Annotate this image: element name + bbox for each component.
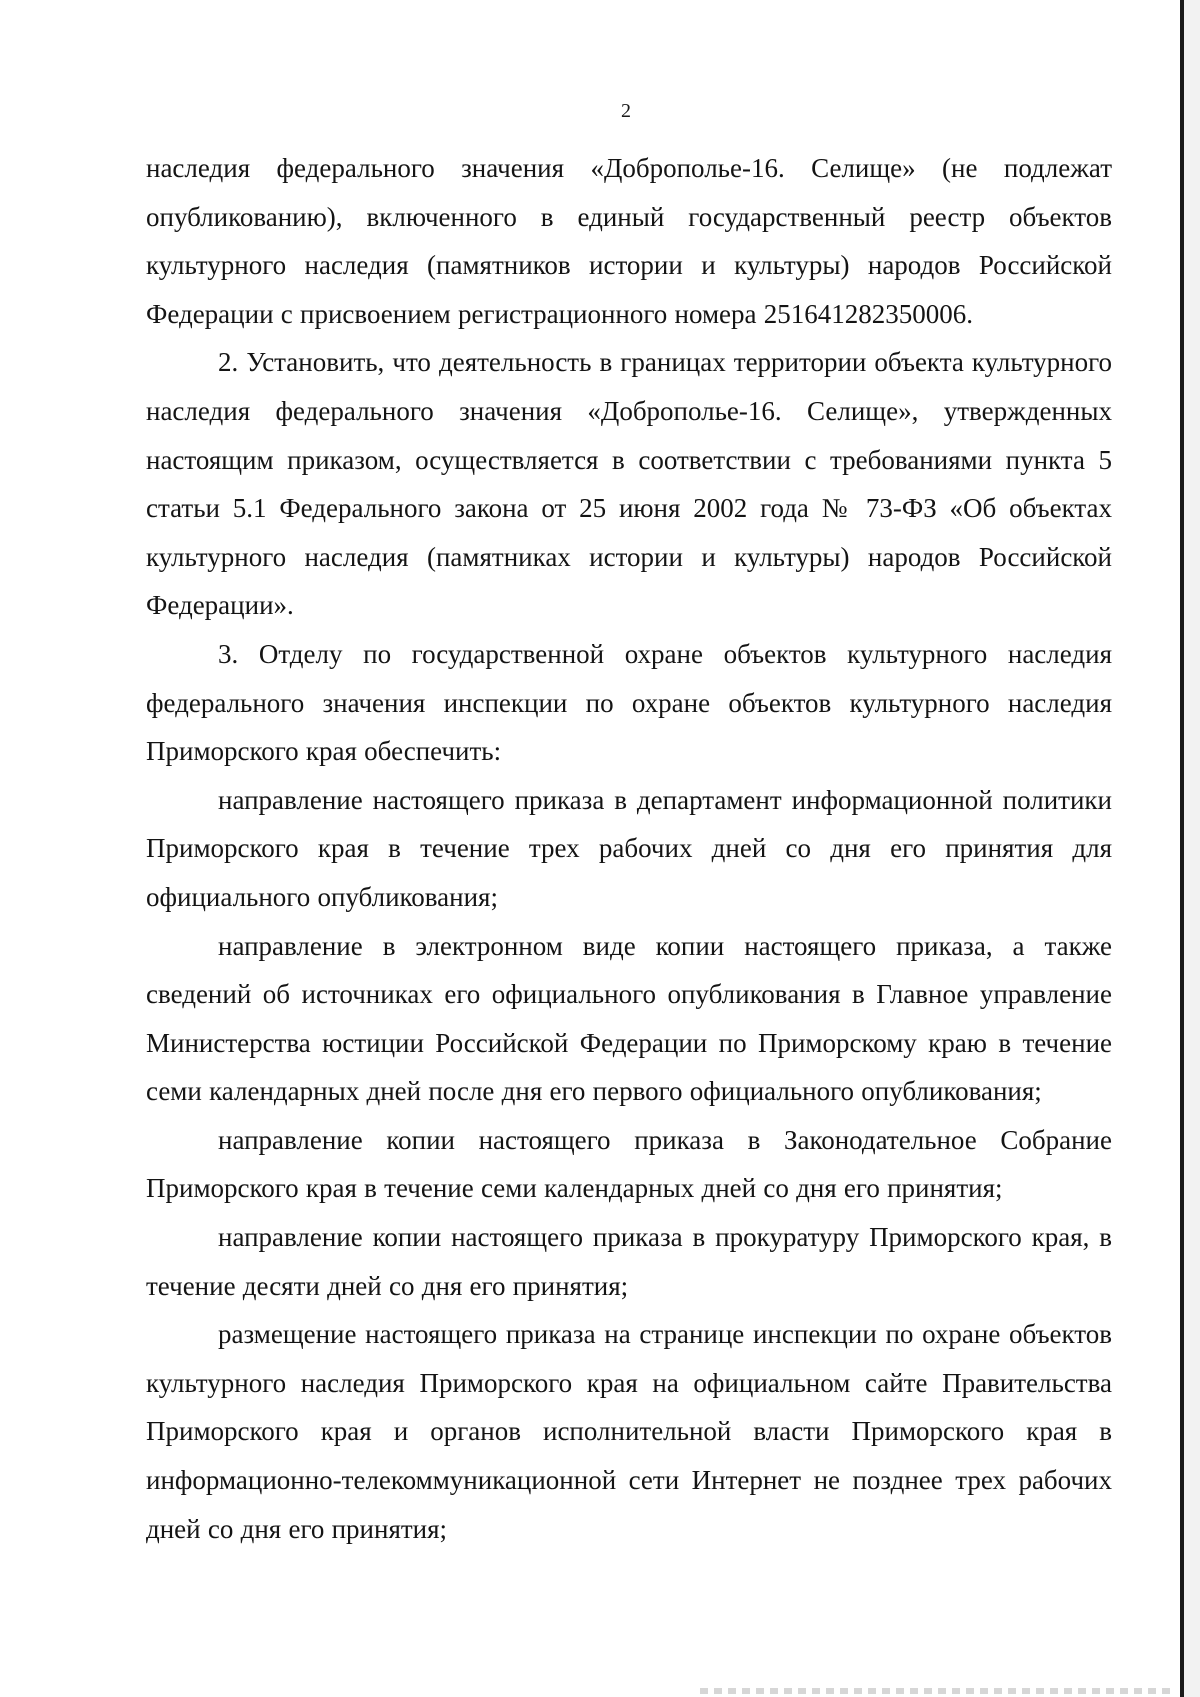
duty-send-to-prosecutor: направление копии настоящего приказа в прокуратуру Приморского края, в течение десяти дней со дня его принятия; (146, 1222, 1112, 1301)
paragraph-3-department-duties: 3. Отделу по государственной охране объектов культурного наследия федерального значения инспекции по охране объектов культурного наследия Приморского края обеспечить: (146, 638, 1112, 767)
paragraph-2-establish-activity: 2. Установить, что деятельность в границах территории объекта культурного наследия федерального значения «Доброполье-16. Селище», утвержденных настоящим приказом, осуществляется в соответствии с требованиями пункта 5 статьи 5.1 Федерального закона от 25 июня 2002 года № 73-ФЗ «Об объектах культурного наследия (памятниках истории и культуры) народов Российской Федерации». (146, 347, 1112, 621)
page-number: 2 (621, 100, 631, 122)
scan-artifact-line (700, 1688, 1170, 1694)
scan-margin (1184, 0, 1200, 1697)
paragraph-1-continuation: наследия федерального значения «Доброполье-16. Селище» (не подлежат опубликованию), включенного в единый государственный реестр объектов культурного наследия (памятников истории и культуры) народов Российской Федерации с присвоением регистрационного номера 251641282350006. (146, 153, 1112, 329)
duty-send-to-ministry-of-justice: направление в электронном виде копии настоящего приказа, а также сведений об источниках его официального опубликования в Главное управление Министерства юстиции Российской Федерации по Приморскому краю в течение семи календарных дней после дня его первого официального опубликования; (146, 930, 1112, 1107)
duty-publish-on-website: размещение настоящего приказа на странице инспекции по охране объектов культурного наследия Приморского края на официальном сайте Правительства Приморского края и органов исполнительной власти Приморского края в информационно-телекоммуникационной сети Интернет не позднее трех рабочих дней со дня его принятия; (146, 1319, 1112, 1544)
document-body (146, 144, 1112, 1553)
duty-send-to-legislative-assembly: направление копии настоящего приказа в Законодательное Собрание Приморского края в течение семи календарных дней со дня его принятия; (146, 1124, 1112, 1204)
duty-send-to-information-policy-dept: направление настоящего приказа в департамент информационной политики Приморского края в течение трех рабочих дней со дня его принятия для официального опубликования; (146, 784, 1112, 912)
